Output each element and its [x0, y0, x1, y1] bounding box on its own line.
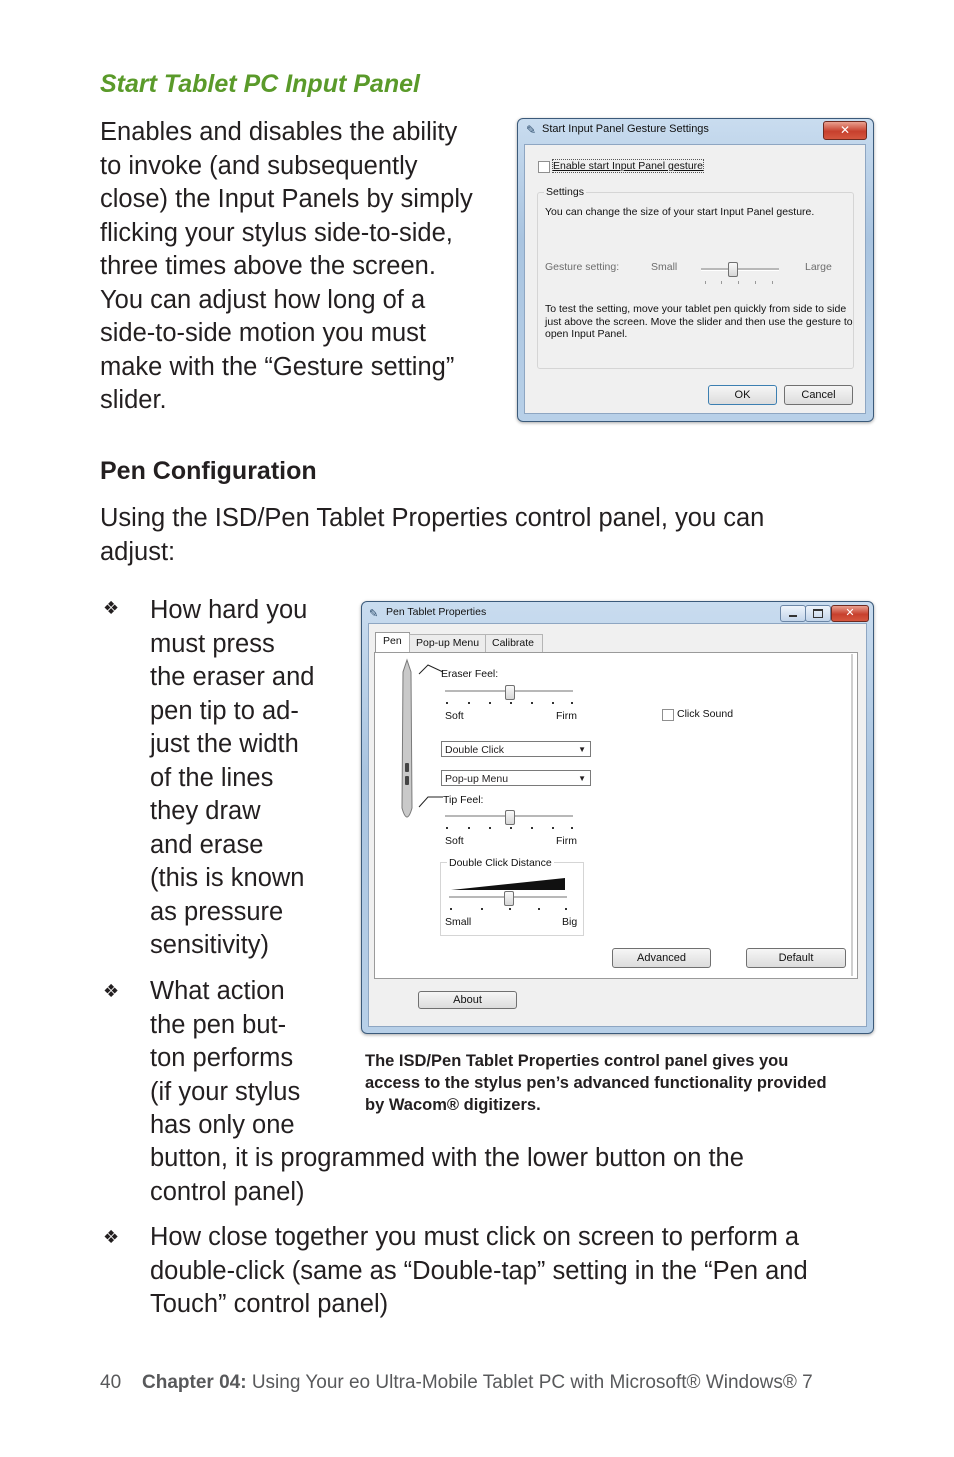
text-line: must press [150, 629, 275, 658]
firm-label: Firm [556, 835, 577, 847]
running-footer [142, 1372, 813, 1394]
chevron-down-icon: ▼ [578, 745, 586, 754]
text-line: How close together you must click on screen to perform a [150, 1223, 800, 1251]
slider-tick [705, 281, 706, 284]
pen-tablet-properties-dialog [361, 601, 874, 1034]
text-line: Enables and disables the ability [100, 118, 458, 146]
maximize-button[interactable] [805, 605, 831, 622]
text-line: the eraser and [150, 663, 315, 691]
lower-button-dropdown[interactable] [441, 770, 591, 786]
text-line: flicking your stylus side-to-side, [100, 218, 453, 247]
section-heading-pen-configuration: Pen Configuration [100, 457, 317, 485]
double-click-distance-label: Double Click Distance [449, 857, 552, 869]
firm-label: Firm [556, 710, 577, 722]
text-line: and erase [150, 830, 264, 859]
slider-tick [531, 827, 533, 829]
gesture-slider-track[interactable] [701, 268, 779, 271]
slider-tick [531, 702, 533, 704]
enable-gesture-label[interactable]: Enable start Input Panel gesture [553, 160, 704, 172]
text-line: What action [150, 977, 285, 1005]
chapter-title: Using Your eo Ultra-Mobile Tablet PC with Microsoft® Windows® 7 [251, 1372, 813, 1393]
text-line: to invoke (and subsequently [100, 151, 418, 180]
gesture-size-description: You can change the size of your start Input Panel gesture. [545, 206, 815, 218]
text-line: make with the “Gesture setting” [100, 352, 455, 381]
text-line: by Wacom® digitizers. [365, 1096, 541, 1114]
text-line: ton performs [150, 1044, 294, 1072]
bullet-double-click-distance [150, 1221, 870, 1322]
pen-icon: ✎ [369, 608, 379, 620]
bullet-pen-button-action-continued [150, 1142, 870, 1209]
slider-tick [446, 702, 448, 704]
text-line: side-to-side motion you must [100, 319, 426, 347]
chevron-down-icon: ▼ [578, 774, 586, 783]
text-line: they draw [150, 797, 261, 825]
text-line: To test the setting, move your tablet pen quickly from side to side [545, 303, 847, 315]
text-line: just above the screen. Move the slider and then use the gesture to [545, 315, 853, 328]
settings-group [537, 192, 854, 369]
text-line: access to the stylus pen’s advanced functionality provided [365, 1074, 827, 1092]
about-button[interactable]: About [418, 991, 517, 1009]
slider-tick [450, 908, 452, 910]
text-line: button, it is programmed with the lower button on the [150, 1144, 744, 1172]
tab-pen[interactable] [375, 632, 410, 653]
eraser-feel-slider-thumb[interactable] [505, 685, 515, 700]
cancel-button[interactable]: Cancel [784, 385, 853, 405]
gesture-setting-label: Gesture setting: [545, 261, 620, 273]
ok-button[interactable]: OK [708, 385, 777, 405]
text-line: as pressure [150, 897, 284, 926]
slider-tick [721, 281, 722, 284]
text-line: just the width [150, 730, 299, 758]
upper-button-dropdown[interactable] [441, 741, 591, 757]
text-line: The ISD/Pen Tablet Properties control panel gives you [365, 1052, 789, 1070]
input-panel-description [100, 116, 490, 418]
slider-tick [552, 827, 554, 829]
soft-label: Soft [445, 835, 464, 847]
page-number: 40 [100, 1372, 122, 1393]
bullet-pressure-sensitivity [150, 594, 350, 963]
text-line: double-click (same as “Double-tap” setting in the “Pen and [150, 1256, 808, 1285]
text-line: Using the ISD/Pen Tablet Properties control panel, you can [100, 504, 765, 532]
figure-caption [365, 1050, 865, 1116]
section-heading-input-panel: Start Tablet PC Input Panel [100, 70, 420, 98]
dialog-body [524, 144, 866, 414]
double-click-distance-slider-thumb[interactable] [504, 891, 514, 906]
close-button[interactable]: ✕ [831, 605, 869, 622]
tab-label: Calibrate [492, 637, 535, 649]
text-line: You can adjust how long of a [100, 285, 426, 314]
enable-gesture-checkbox[interactable] [538, 161, 550, 173]
slider-tick [738, 281, 739, 284]
text-line: of the lines [150, 763, 274, 792]
gesture-slider-thumb[interactable] [728, 262, 738, 277]
tip-pointer-line [418, 789, 444, 819]
slider-tick [510, 827, 512, 829]
slider-tick [509, 908, 511, 910]
gesture-help-text [545, 303, 853, 341]
stylus-pen-illustration [395, 658, 419, 828]
upper-button-value: Double Click [445, 744, 504, 756]
dcd-small-label: Small [445, 916, 472, 928]
dialog-title: Pen Tablet Properties [386, 606, 487, 618]
tip-feel-label: Tip Feel: [443, 794, 484, 806]
slider-tick [468, 827, 470, 829]
text-line: sensitivity) [150, 931, 270, 959]
slider-large-label: Large [805, 261, 832, 273]
soft-label: Soft [445, 710, 464, 722]
tab-calibrate[interactable] [485, 634, 543, 653]
bullet-icon: ❖ [103, 981, 120, 1001]
chapter-label: Chapter 04: [142, 1372, 247, 1393]
slider-tick [552, 702, 554, 704]
text-line: the pen but- [150, 1010, 287, 1039]
text-line: slider. [100, 386, 167, 414]
distance-wedge-graphic [449, 876, 567, 892]
minimize-button[interactable] [780, 605, 806, 622]
eraser-feel-label: Eraser Feel: [441, 668, 499, 680]
text-line: How hard you [150, 596, 308, 624]
gesture-settings-dialog [517, 118, 874, 422]
slider-tick [481, 908, 483, 910]
slider-tick [510, 702, 512, 704]
slider-tick [468, 702, 470, 704]
text-line: three times above the screen. [100, 252, 436, 280]
click-sound-label[interactable]: Click Sound [677, 708, 734, 720]
slider-tick [772, 281, 773, 284]
text-line: has only one [150, 1111, 295, 1139]
text-line: close) the Input Panels by simply [100, 185, 473, 213]
lower-button-value: Pop-up Menu [445, 773, 509, 785]
dcd-big-label: Big [562, 916, 578, 928]
text-line: open Input Panel. [545, 328, 628, 340]
slider-tick [489, 702, 491, 704]
tab-popup-menu[interactable] [409, 634, 486, 653]
close-button[interactable]: ✕ [823, 121, 867, 140]
default-button[interactable]: Default [746, 948, 846, 968]
text-line: Touch” control panel) [150, 1290, 389, 1318]
text-line: pen tip to ad- [150, 696, 299, 725]
dialog-title: Start Input Panel Gesture Settings [542, 123, 709, 135]
panel-scroll-edge [851, 654, 853, 976]
pen-configuration-intro [100, 502, 860, 569]
slider-tick [571, 827, 573, 829]
click-sound-checkbox[interactable] [662, 709, 674, 721]
text-line: (this is known [150, 864, 305, 892]
bullet-icon: ❖ [103, 598, 120, 618]
bullet-icon: ❖ [103, 1227, 120, 1247]
dialog-body [368, 623, 867, 1027]
slider-small-label: Small [651, 261, 678, 273]
settings-group-label: Settings [546, 186, 584, 198]
maximize-icon [813, 609, 823, 618]
slider-tick [565, 908, 567, 910]
tab-label: Pen [383, 635, 402, 647]
text-line: (if your stylus [150, 1077, 301, 1106]
slider-tick [538, 908, 540, 910]
slider-tick [571, 702, 573, 704]
slider-tick [755, 281, 756, 284]
advanced-button[interactable]: Advanced [612, 948, 711, 968]
slider-tick [489, 827, 491, 829]
text-line: control panel) [150, 1177, 305, 1206]
tab-label: Pop-up Menu [416, 637, 480, 649]
text-line: adjust: [100, 537, 176, 566]
tip-feel-slider-thumb[interactable] [505, 810, 515, 825]
slider-tick [446, 827, 448, 829]
bullet-pen-button-action [150, 975, 350, 1143]
minimize-icon [789, 615, 797, 617]
pen-icon: ✎ [526, 123, 537, 137]
